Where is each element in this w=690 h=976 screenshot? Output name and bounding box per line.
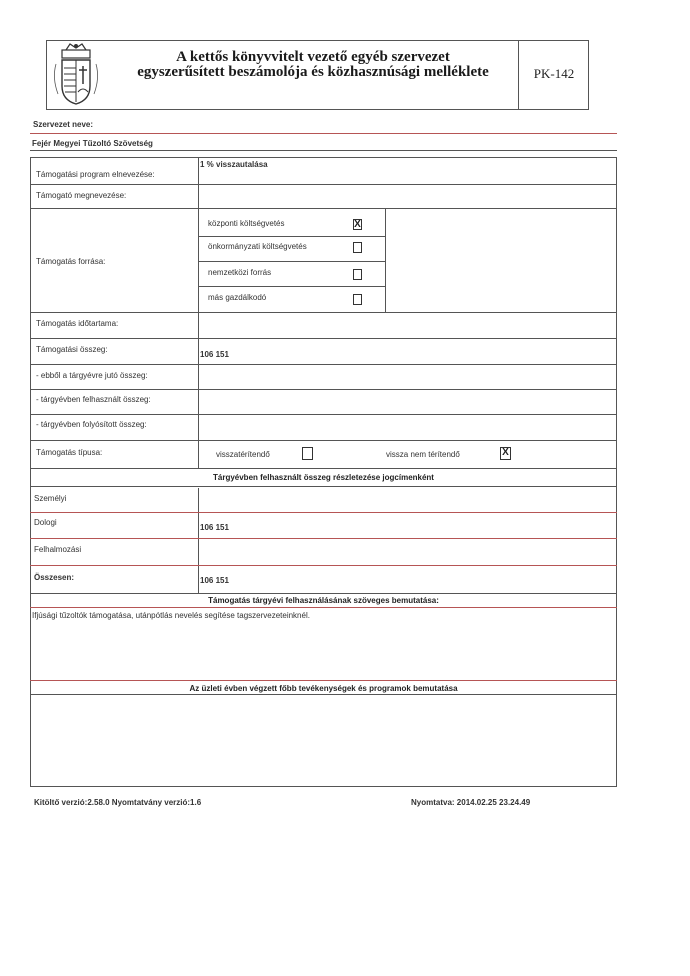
year-share-label: - ebből a tárgyévre jutó összeg: xyxy=(36,371,148,380)
divider xyxy=(198,261,385,262)
breakdown-row-label: Dologi xyxy=(34,518,57,527)
duration-label: Támogatás időtartama: xyxy=(36,319,119,328)
divider xyxy=(30,414,617,415)
divider xyxy=(30,389,617,390)
type-refundable-checkbox[interactable] xyxy=(302,447,313,460)
activities-heading: Az üzleti évben végzett főbb tevékenységek és programok bemutatása xyxy=(189,684,458,693)
program-label: Támogatási program elnevezése: xyxy=(36,170,155,179)
total-label: Összesen: xyxy=(34,573,75,582)
divider xyxy=(30,512,617,513)
usage-heading: Támogatás tárgyévi felhasználásának szöveges bemutatása: xyxy=(208,596,439,605)
breakdown-heading: Tárgyévben felhasznált összeg részletezése jogcímenként xyxy=(213,473,434,482)
divider xyxy=(198,286,385,287)
source-option-label: központi költségvetés xyxy=(208,219,285,228)
used-label: - tárgyévben felhasznált összeg: xyxy=(36,395,151,404)
divider xyxy=(30,440,617,441)
type-nonrefundable-checkbox[interactable]: X xyxy=(500,447,511,460)
divider xyxy=(30,680,617,681)
divider xyxy=(30,486,617,487)
version-info: Kitöltő verzió:2.58.0 Nyomtatvány verzió:1.6 xyxy=(34,798,202,807)
divider xyxy=(30,694,617,695)
divider xyxy=(30,338,617,339)
form-title-line2: egyszerűsített beszámolója és közhasznúsági melléklete xyxy=(137,64,489,80)
form-title xyxy=(108,50,518,80)
paid-label: - tárgyévben folyósított összeg: xyxy=(36,420,147,429)
divider xyxy=(30,312,617,313)
type-refundable-label: visszatérítendő xyxy=(216,450,270,459)
breakdown-row-label: Személyi xyxy=(34,494,67,503)
divider xyxy=(30,593,617,594)
source-checkbox[interactable] xyxy=(353,294,362,305)
form-title-line1: A kettős könyvvitelt vezető egyéb szervezet xyxy=(176,49,450,65)
source-option-label: más gazdálkodó xyxy=(208,293,267,302)
org-name-value[interactable]: Fejér Megyei Tűzoltó Szövetség xyxy=(32,139,153,148)
column-divider xyxy=(198,488,199,593)
source-option-label: önkormányzati költségvetés xyxy=(208,242,307,251)
source-checkbox[interactable] xyxy=(353,269,362,280)
hungarian-coat-of-arms-icon xyxy=(48,42,104,108)
breakdown-row-label: Felhalmozási xyxy=(34,545,82,554)
column-divider xyxy=(385,208,386,312)
org-name-label: Szervezet neve: xyxy=(33,120,94,129)
print-timestamp: Nyomtatva: 2014.02.25 23.24.49 xyxy=(411,798,531,807)
source-checkbox[interactable] xyxy=(353,242,362,253)
amount-label: Támogatási összeg: xyxy=(36,345,108,354)
total-value[interactable]: 106 151 xyxy=(200,576,229,585)
divider xyxy=(30,468,617,469)
source-label: Támogatás forrása: xyxy=(36,257,106,266)
divider xyxy=(30,208,617,209)
source-checkbox[interactable]: X xyxy=(354,219,361,230)
source-option-label: nemzetközi forrás xyxy=(208,268,272,277)
breakdown-row-value[interactable]: 106 151 xyxy=(200,523,229,532)
divider xyxy=(30,184,617,185)
divider xyxy=(30,607,617,608)
divider xyxy=(30,538,617,539)
divider xyxy=(30,364,617,365)
divider xyxy=(30,150,617,151)
amount-value[interactable]: 106 151 xyxy=(200,350,229,359)
type-nonrefundable-label: vissza nem térítendő xyxy=(386,450,460,459)
divider xyxy=(30,133,617,134)
form-code: PK-142 xyxy=(533,66,575,81)
usage-text[interactable]: Ifjúsági tűzoltók támogatása, utánpótlás nevelés segítése tagszervezeteinknél. xyxy=(32,611,310,620)
type-label: Támogatás típusa: xyxy=(36,448,103,457)
supporter-label: Támogató megnevezése: xyxy=(36,191,127,200)
program-value[interactable]: 1 % visszautalása xyxy=(200,160,268,169)
divider xyxy=(30,565,617,566)
divider xyxy=(198,236,385,237)
